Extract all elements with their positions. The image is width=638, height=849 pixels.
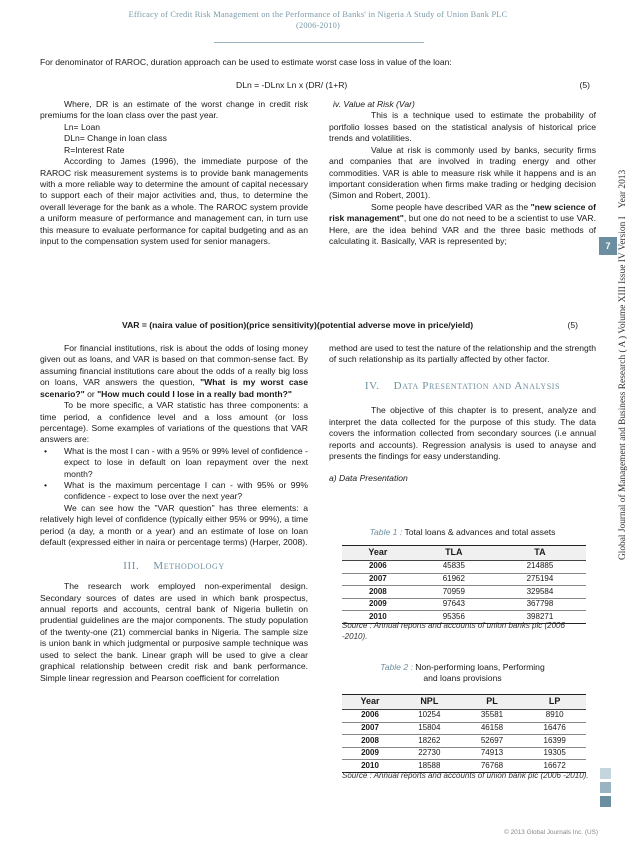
table-row: 2010 95356 398271 xyxy=(342,611,586,624)
table-row: 2007 61962 275194 xyxy=(342,573,586,586)
left-column-top xyxy=(40,99,308,247)
table-total-loans-assets xyxy=(342,545,586,624)
equation-duration-number: (5) xyxy=(579,80,590,90)
header-rule xyxy=(214,42,424,43)
section-heading-data-presentation: IV. Data Presentation and Analysis xyxy=(364,379,561,392)
subheading-data-presentation: a) Data Presentation xyxy=(329,472,408,483)
table-loans-provisions xyxy=(342,694,586,773)
raroc-where-paragraph: Where, DR is an estimate of the worst change in credit risk premiums for the loan class over the past year. xyxy=(40,99,308,121)
definition-interest-rate: R=Interest Rate xyxy=(64,144,125,155)
definition-loan: Ln= Loan xyxy=(64,121,101,132)
table-row: 2009 22730 74913 19305 xyxy=(342,747,586,760)
decor-square-light xyxy=(600,768,611,779)
column-header: NPL xyxy=(398,695,461,710)
intro-paragraph: For denominator of RAROC, duration approach can be used to estimate worst case loss in value of the loan: xyxy=(40,57,452,67)
var-risk-paragraph: For financial institutions, risk is about the odds of losing money given out as loans, and VAR is based on that common-sense fact. By assuming financial institutions care about the odds of a really big loss on loans, VAR answers the question, "What is my worst case scenario?" or "How much could I lose in a really bad month?" xyxy=(40,343,308,399)
var-questions-list xyxy=(40,446,308,503)
var-components-paragraph: To be more specific, a VAR statistic has three components: a time period, a confidence level and a loss amount (or loss percentage). Some examples of variations of the questions that VAR answers are: xyxy=(40,400,308,445)
table2-source: Source : Annual reports and accounts of union bank plc (2006 -2010). xyxy=(342,771,589,780)
var-science-paragraph: Some people have described VAR as the "new science of risk management", but one do not need to be a scientist to use VAR. Here, are the idea behind VAR and the three basic methods of calculating it. Basically, VAR is represented by; xyxy=(329,201,596,247)
worst-case-question: "What is my worst case scenario?" xyxy=(40,377,308,399)
table-row: 2006 45835 214885 xyxy=(342,560,586,573)
copyright-footer: © 2013 Global Journals Inc. (US) xyxy=(504,829,598,836)
section-heading-methodology: III. Methodology xyxy=(123,559,225,572)
column-header: PL xyxy=(461,695,524,710)
table2-caption: Table 2 : Non-performing loans, Performing and loans provisions xyxy=(380,662,545,684)
table-header-row xyxy=(342,695,586,710)
column-header: TLA xyxy=(414,546,494,561)
list-item: • What is the maximum percentage I can - with 95% or 99% confidence - expect to lose over the next year? xyxy=(40,480,308,503)
methodology-continued-paragraph: method are used to test the nature of the relationship and the strength of such relationship as its partially affected by other factor. xyxy=(329,343,596,365)
table-row: 2007 15804 46158 16476 xyxy=(342,722,586,735)
column-header: Year xyxy=(342,546,414,561)
equation-var-text: VAR = (naira value of position)(price sensitivity)(potential adverse move in price/yield) xyxy=(122,320,474,330)
table1-source: Source : Annual reports and accounts of union banks plc (2006 -2010). xyxy=(342,621,565,641)
var-science-quote: "new science of risk management" xyxy=(329,201,596,224)
running-header xyxy=(40,10,596,31)
table-row: 2008 18262 52697 16399 xyxy=(342,735,586,748)
table-row: 2006 10254 35581 8910 xyxy=(342,709,586,722)
journal-sidebar xyxy=(617,170,630,560)
table1-caption: Table 1 : Total loans & advances and total assets xyxy=(369,527,556,537)
table-header-row xyxy=(342,546,586,561)
definition-change-in-loan: DLn= Change in loan class xyxy=(64,133,167,144)
column-header: LP xyxy=(523,695,586,710)
right-column-bottom xyxy=(329,343,596,484)
decor-square-dark xyxy=(600,796,611,807)
var-heading: iv. Value at Risk (Var) xyxy=(333,99,415,109)
right-column-top xyxy=(329,99,596,247)
table-row: 2008 70959 329584 xyxy=(342,586,586,599)
journal-name: Global Journal of Management and Business Research ( A ) Volume XIII Issue IV Version I xyxy=(618,216,628,560)
column-header: Year xyxy=(342,695,398,710)
list-item: • What is the most I can - with a 95% or 99% level of confidence - expect to lose in default on loan repayment over the next month? xyxy=(40,446,308,480)
equation-var-number: (5) xyxy=(567,320,578,330)
header-years: (2006-2010) xyxy=(295,20,341,30)
table-row: 2009 97643 367798 xyxy=(342,598,586,611)
journal-year: Year 2013 xyxy=(618,169,628,209)
equation-duration-text: DLn = -DLnx Ln x (DR/ (1+R) xyxy=(236,80,348,90)
table-row: 2010 18588 76768 16672 xyxy=(342,760,586,773)
page-number-badge: 7 xyxy=(599,237,617,255)
raroc-james-paragraph: According to James (1996), the immediate purpose of the RAROC risk measurement systems is to provide bank managements with a more reliable way to determine the amount of capital necessary to support each of their major activities and, thus, to determine the overall leverage for the bank as a whole. The RAROC system provide a uniform measure of performance and management can, in turn use this measure to evaluate performance for capital budgeting and as an input to the compensation system used for senior managers. xyxy=(40,156,308,247)
var-usage-paragraph: Value at risk is commonly used by banks, security firms and companies that are involved in trading energy and other commodities. VAR is able to measure risk while it happens and is an important consideration when firms make trading or hedging decision (Simon and Robert, 2001). xyxy=(329,144,596,201)
decor-square-mid xyxy=(600,782,611,793)
var-elements-paragraph: We can see how the "VAR question" has three elements: a relatively high level of confidence (typically either 95% or 99%), a time period (a day, a month or a year) and an estimate of lose on loan default (expressed either in naira or percentage terms) (Harper, 2008). xyxy=(40,502,308,548)
column-header: TA xyxy=(494,546,586,561)
bad-month-question: "How much could I lose in a really bad month?" xyxy=(97,388,292,399)
chapter-objective-paragraph: The objective of this chapter is to present, analyze and interpret the data collected for the purpose of this study. The data covers the information collected from secondary sources (i.e annual reports and accounts). Regression analysis is used to anayse and presents the findings for easy understanding. xyxy=(329,405,596,462)
header-title: Efficacy of Credit Risk Management on the Performance of Banks' in Nigeria A Study of Union Bank PLC xyxy=(128,10,508,19)
methodology-paragraph: The research work employed non-experimental design. Secondary sources of dates are used in which bank prospectus, annual reports and accounts, central bank of Nigeria bulletin on prudential guidelines are the major components. The study population of the twenty-one (21) commercial banks in Nigeria. The sample size is union bank in which judgmental or purposive sample technique was used to select the bank. Linear graph will be used to give a clear graphical relationship between credit risk and bank performance. Simple linear regression and Pearson coefficient for correlation xyxy=(40,581,308,683)
var-definition-paragraph: This is a technique used to estimate the probability of portfolio losses based on the statistical analysis of historical price trends and volatilities. xyxy=(329,110,596,144)
left-column-bottom xyxy=(40,343,308,684)
